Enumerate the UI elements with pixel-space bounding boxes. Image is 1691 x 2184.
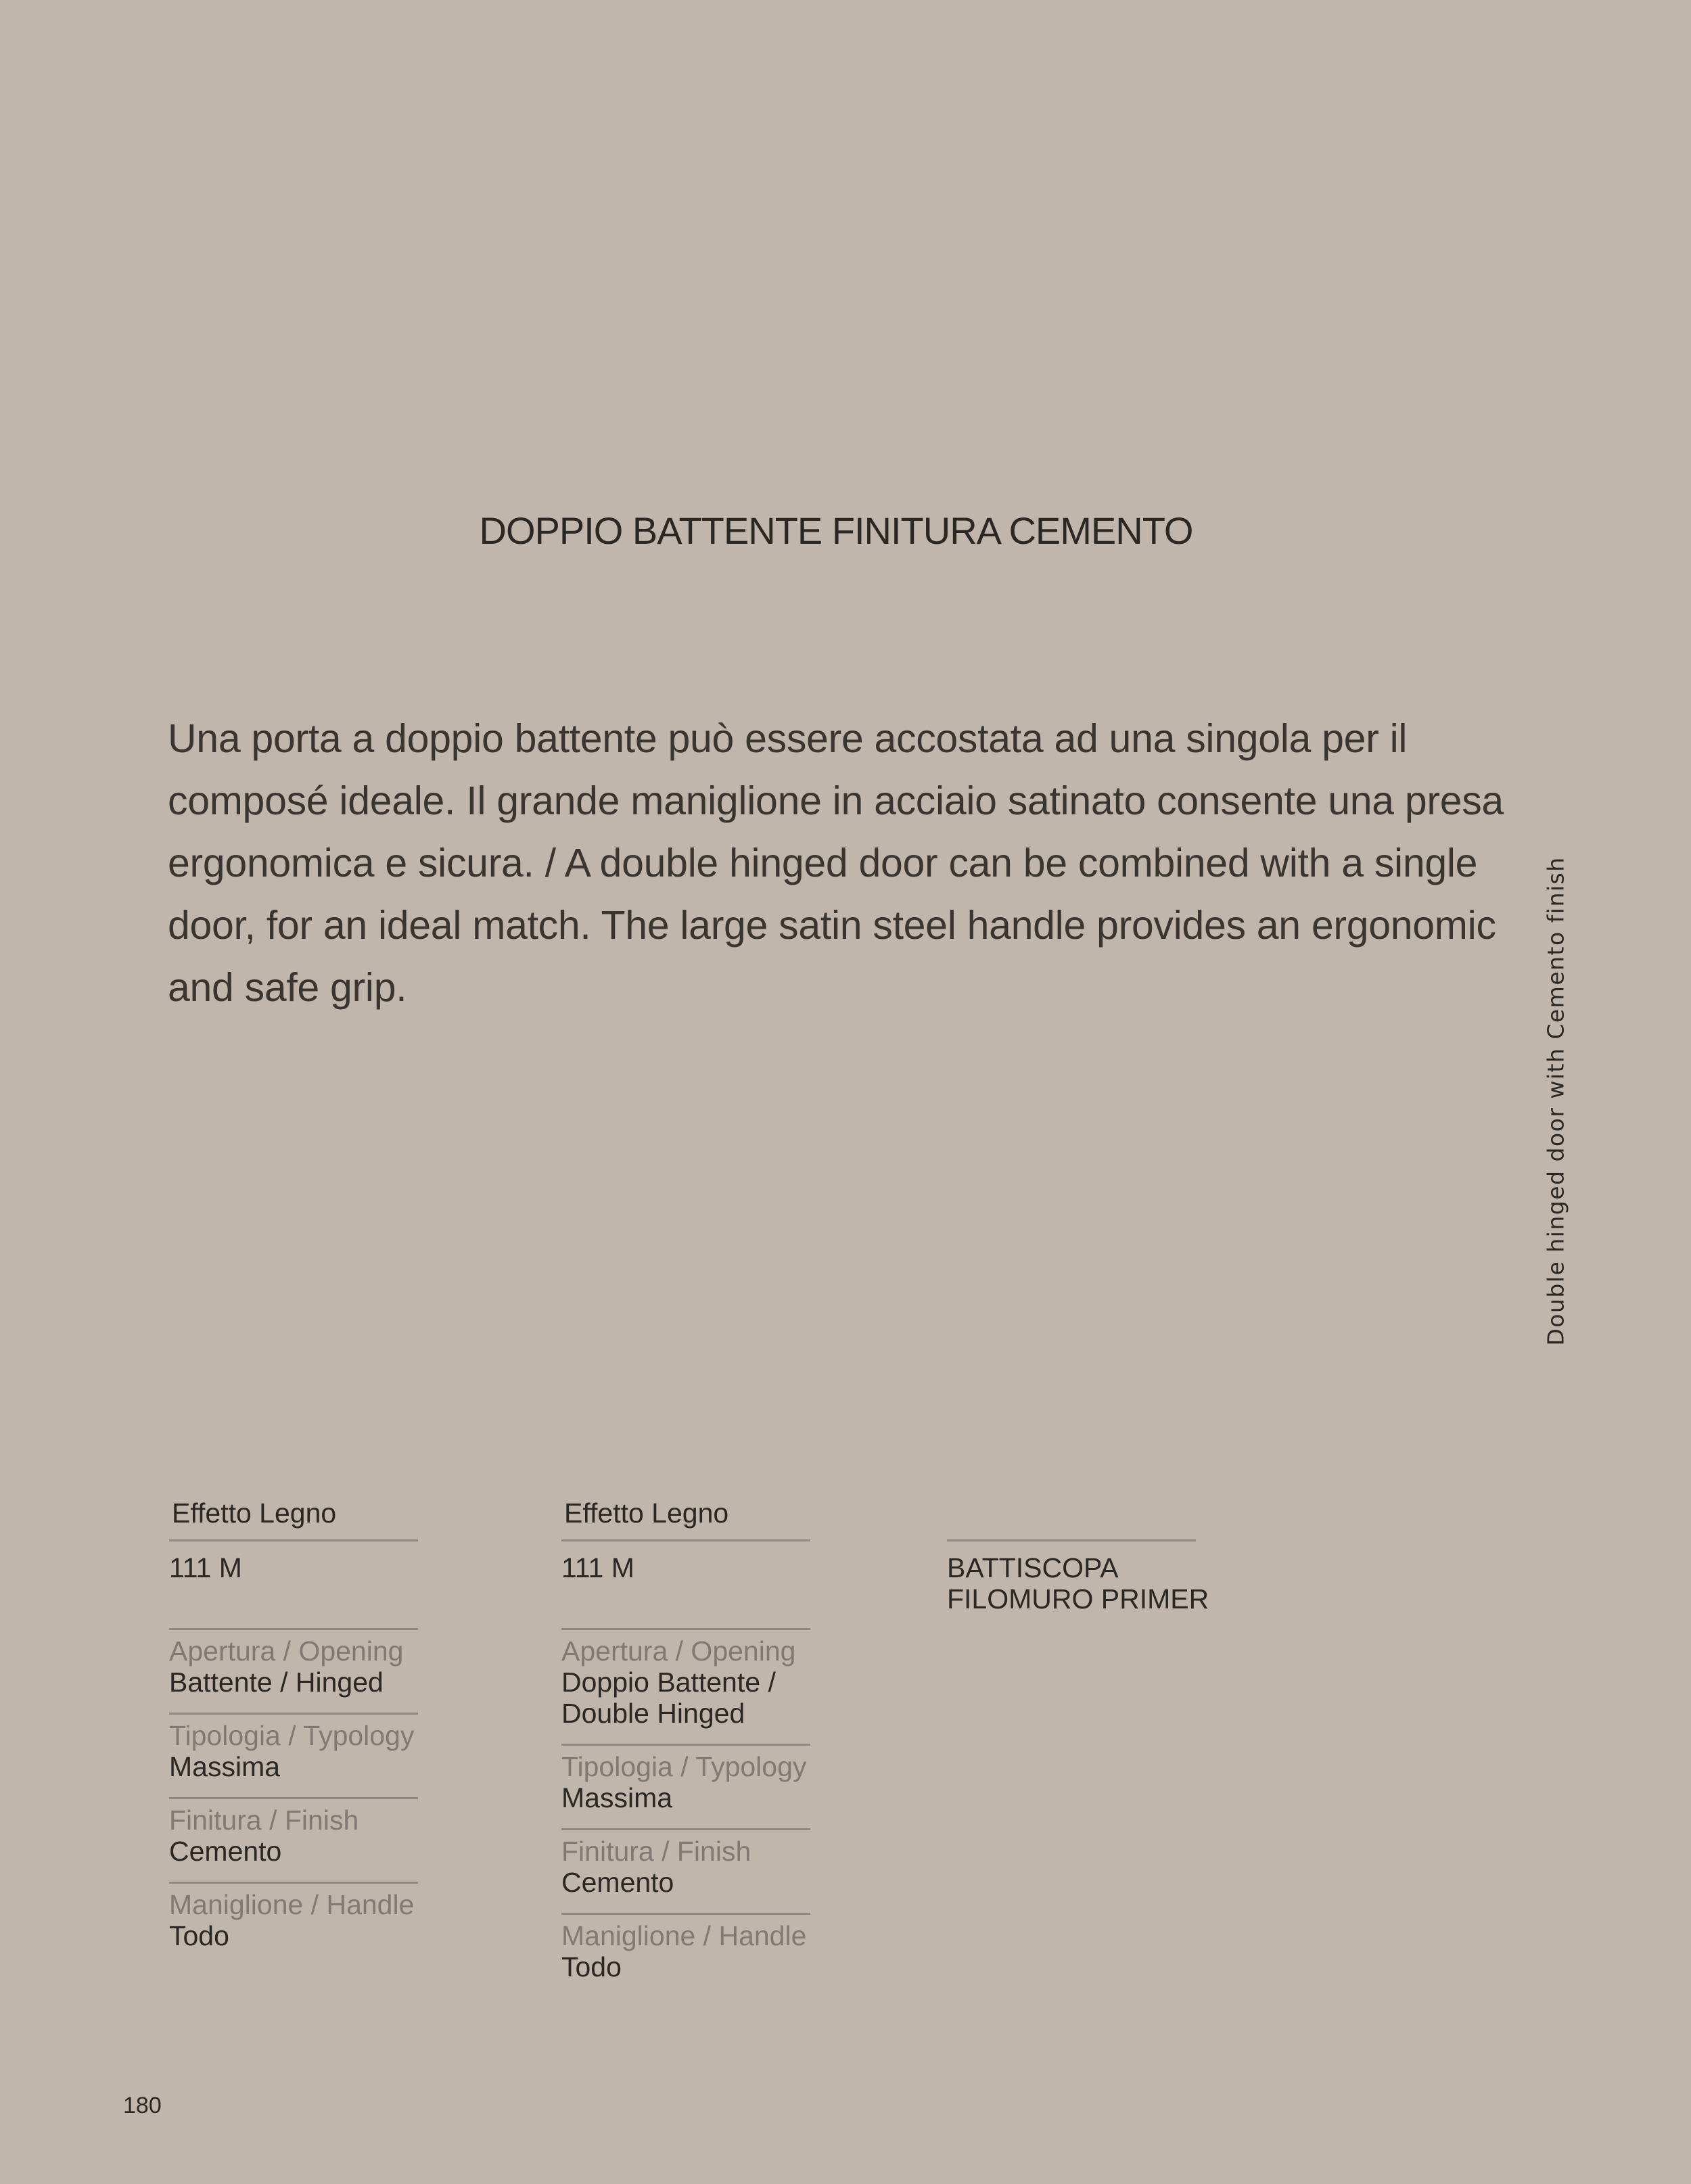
product-code-line: FILOMURO PRIMER (947, 1583, 1209, 1614)
spec-value: Cemento (561, 1867, 674, 1898)
spec-label: Maniglione / Handle (561, 1920, 807, 1951)
product-code-line: BATTISCOPA (947, 1552, 1119, 1583)
spec-value: Doppio Battente / Double Hinged (561, 1667, 776, 1729)
spec-label: Tipologia / Typology (169, 1720, 415, 1751)
page-number: 180 (123, 2093, 162, 2118)
description-paragraph: Una porta a doppio battente può essere accostata ad una singola per il composé ideale. Il grande maniglione in acciaio satinato consente una presa ergonomica e sicura. / A double hinged door can be combined with a single door, for an ideal match. The large satin steel handle provides an ergonomic and safe grip. (168, 716, 1504, 1010)
spec-label: Maniglione / Handle (169, 1889, 415, 1920)
side-caption: Double hinged door with Cemento finish (1542, 856, 1569, 1346)
spec-label: Apertura / Opening (169, 1635, 404, 1667)
spec-value: Todo (169, 1920, 229, 1951)
spec-value: Todo (561, 1951, 622, 1982)
spec-column-3 (947, 1497, 1231, 1628)
product-code (947, 1552, 1231, 1628)
spec-item-opening (561, 1630, 846, 1744)
product-code: 111 M (561, 1552, 634, 1583)
spec-value: Massima (169, 1751, 281, 1782)
spec-label: Apertura / Opening (561, 1635, 796, 1667)
spec-item-finish (169, 1799, 453, 1882)
page-title: DOPPIO BATTENTE FINITURA CEMENTO (479, 509, 1193, 552)
column-header: Effetto Legno (172, 1497, 337, 1529)
column-header: Effetto Legno (564, 1497, 729, 1529)
spec-label: Finitura / Finish (561, 1836, 751, 1867)
spec-value: Massima (561, 1782, 673, 1813)
spec-item-opening (169, 1630, 453, 1713)
spec-item-handle (169, 1884, 453, 1966)
spec-label: Finitura / Finish (169, 1805, 359, 1836)
spec-label: Tipologia / Typology (561, 1751, 807, 1782)
spec-item-typology (169, 1715, 453, 1797)
divider (561, 1539, 810, 1541)
spec-column-2 (561, 1497, 846, 1997)
spec-value: Battente / Hinged (169, 1667, 384, 1698)
spec-value: Cemento (169, 1836, 282, 1867)
spec-item-typology (561, 1746, 846, 1828)
spec-column-1 (169, 1497, 453, 1966)
spec-item-finish (561, 1830, 846, 1913)
spec-item-handle (561, 1915, 846, 1997)
product-code: 111 M (169, 1552, 242, 1583)
divider (169, 1539, 418, 1541)
column-header (947, 1497, 1231, 1539)
divider (947, 1539, 1196, 1541)
